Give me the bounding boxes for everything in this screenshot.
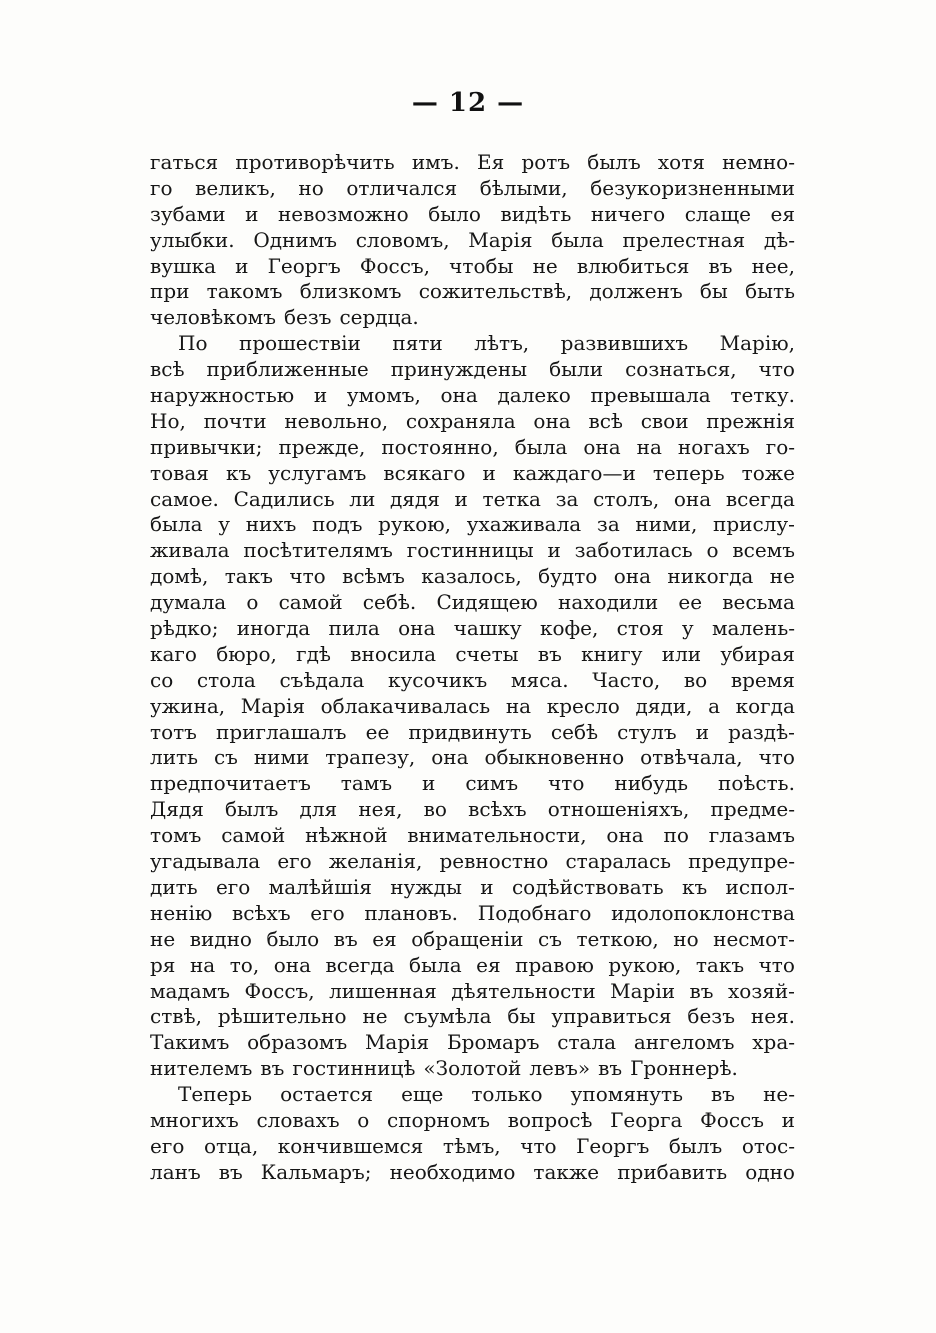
text-line: вушка и Георгъ Фоссъ, чтобы не влюбиться въ нее, [150, 253, 795, 278]
text-line: не видно было въ ея обращеніи съ теткою, но несмот- [150, 926, 795, 951]
text-line: По прошествіи пяти лѣтъ, развившихъ Марію, [178, 331, 795, 356]
text-line: тотъ приглашалъ ее придвинуть себѣ стулъ и раздѣ- [150, 719, 795, 744]
text-line: лить съ ними трапезу, она обыкновенно отвѣчала, что [150, 745, 795, 770]
text-line: человѣкомъ безъ сердца. [150, 305, 419, 330]
text-line: домѣ, такъ что всѣмъ казалось, будто она никогда не [150, 564, 795, 589]
text-line: дить его малѣйшія нужды и содѣйствовать къ испол- [150, 874, 795, 899]
text-line: нителемъ въ гостинницѣ «Золотой левъ» въ Гроннерѣ. [150, 1056, 738, 1081]
text-line: зубами и невозможно было видѣть ничего слаще ея [150, 201, 795, 226]
text-line: ствѣ, рѣшительно не съумѣла бы управиться безъ нея. [150, 1004, 795, 1029]
text-line: Такимъ образомъ Марія Бромаръ стала ангеломъ хра- [150, 1030, 795, 1055]
text-line: Дядя былъ для нея, во всѣхъ отношеніяхъ, предме- [150, 797, 795, 822]
text-line: думала о самой себѣ. Сидящею находили ее весьма [150, 590, 795, 615]
text-line: Но, почти невольно, сохраняла она всѣ свои прежнія [150, 408, 795, 433]
text-line: улыбки. Однимъ словомъ, Марія была прелестная дѣ- [150, 227, 795, 252]
text-line: привычки; прежде, постоянно, была она на ногахъ го- [150, 434, 795, 459]
text-line: многихъ словахъ о спорномъ вопросѣ Георга Фоссъ и [150, 1107, 795, 1132]
text-line: мадамъ Фоссъ, лишенная дѣятельности Маріи въ хозяй- [150, 978, 795, 1003]
text-line: ря на то, она всегда была ея правою рукою, такъ что [150, 952, 795, 977]
text-line: угадывала его желанія, ревностно старалась предупре- [150, 849, 795, 874]
text-line: со стола съѣдала кусочикъ мяса. Часто, во время [150, 667, 795, 692]
text-line: при такомъ близкомъ сожительствѣ, долженъ бы быть [150, 279, 795, 304]
text-line: томъ самой нѣжной внимательности, она по глазамъ [150, 823, 795, 848]
text-line: го великъ, но отличался бѣлыми, безукоризненными [150, 175, 795, 200]
paragraph [150, 1082, 795, 1186]
text-line: каго бюро, гдѣ вносила счеты въ книгу или убирая [150, 641, 795, 666]
text-line: предпочитаетъ тамъ и симъ что нибудь поѣсть. [150, 771, 795, 796]
body-text [150, 150, 795, 1186]
text-line: самое. Садились ли дядя и тетка за столъ, она всегда [150, 486, 795, 511]
text-line: ненію всѣхъ его плановъ. Подобнаго идолопоклонства [150, 900, 795, 925]
text-line: товая къ услугамъ всякаго и каждаго—и теперь тоже [150, 460, 795, 485]
text-line: Теперь остается еще только упомянуть въ не- [178, 1082, 795, 1107]
text-line: живала посѣтителямъ гостинницы и заботилась о всемъ [150, 538, 795, 563]
text-line: наружностью и умомъ, она далеко превышала тетку. [150, 383, 795, 408]
paragraph [150, 150, 795, 331]
text-line: всѣ приближенные принуждены были сознаться, что [150, 357, 795, 382]
paragraph [150, 331, 795, 1082]
text-line: рѣдко; иногда пила она чашку кофе, стоя у малень- [150, 616, 795, 641]
text-line: гаться противорѣчить имъ. Ея ротъ былъ хотя немно- [150, 150, 795, 174]
text-line: была у нихъ подъ рукою, ухаживала за ними, прислу- [150, 512, 795, 537]
text-line: ланъ въ Кальмаръ; необходимо также прибавить одно [150, 1159, 795, 1184]
page-number: — 12 — [411, 88, 525, 118]
text-line: его отца, кончившемся тѣмъ, что Георгъ былъ отос- [150, 1133, 795, 1158]
text-line: ужина, Марія облакачивалась на кресло дяди, а когда [150, 693, 795, 718]
